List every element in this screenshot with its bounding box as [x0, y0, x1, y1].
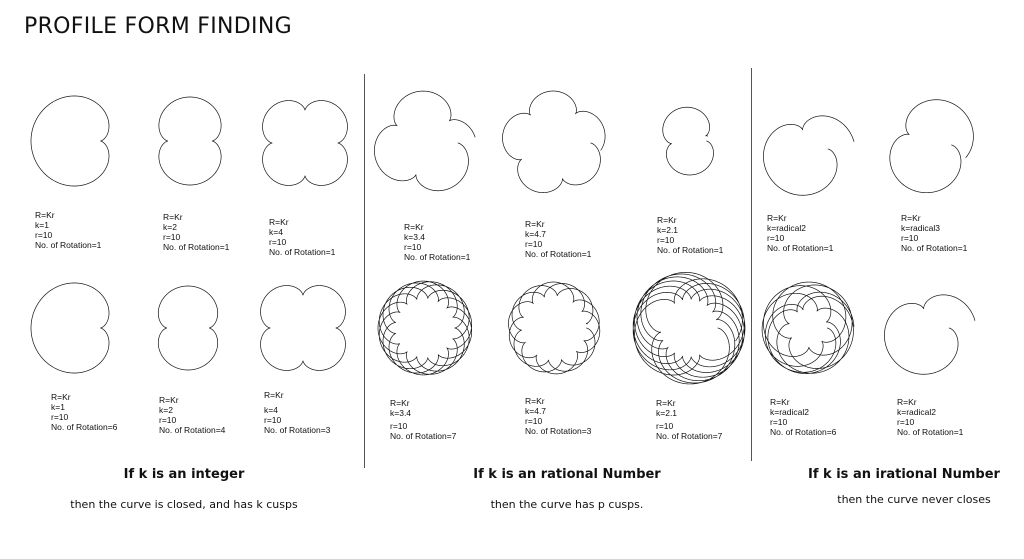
params-k2-rot4: R=Kr k=2 r=10 No. of Rotation=4 — [159, 395, 226, 435]
params-radical3-rot1: R=Kr k=radical3 r=10 No. of Rotation=1 — [901, 213, 968, 253]
epicycloid-curve-15 — [762, 282, 854, 374]
epicycloid-curve-8 — [890, 100, 974, 193]
epicycloid-curve-7 — [763, 116, 854, 195]
epicycloid-curve-4 — [374, 91, 475, 191]
epicycloid-curve-14 — [633, 272, 745, 384]
caption-irrational: then the curve never closes — [837, 493, 991, 506]
params-k1-rot6: R=Kr k=1 r=10 No. of Rotation=6 — [51, 392, 118, 432]
params-radical2-rot6: R=Kr k=radical2 r=10 No. of Rotation=6 — [770, 397, 837, 437]
epicycloid-curve-5 — [503, 91, 606, 193]
params-k4.7-rot3: R=Kr k=4.7 r=10 No. of Rotation=3 — [525, 396, 592, 436]
epicycloid-curve-9 — [31, 283, 109, 373]
caption-integer: then the curve is closed, and has k cusps — [70, 498, 298, 511]
params-k3.4-rot1: R=Kr k=3.4 r=10 No. of Rotation=1 — [404, 222, 471, 262]
epicycloid-curve-2 — [159, 97, 221, 185]
epicycloid-curve-1 — [31, 96, 109, 186]
params-k1-rot1: R=Kr k=1 r=10 No. of Rotation=1 — [35, 210, 102, 250]
heading-integer: If k is an integer — [123, 467, 245, 482]
epicycloid-curve-10 — [158, 286, 217, 370]
params-k4-rot3: R=Kr k=4 r=10 No. of Rotation=3 — [264, 390, 331, 435]
params-radical2-rot1: R=Kr k=radical2 r=10 No. of Rotation=1 — [767, 213, 834, 253]
epicycloid-curve-6 — [663, 107, 714, 175]
epicycloid-curve-12 — [378, 281, 472, 375]
params-k4.7-rot1: R=Kr k=4.7 r=10 No. of Rotation=1 — [525, 219, 592, 259]
epicycloid-curve-11 — [261, 286, 346, 371]
params-radical2-rot1-b: R=Kr k=radical2 r=10 No. of Rotation=1 — [897, 397, 964, 437]
heading-irrational: If k is an irational Number — [808, 467, 1000, 482]
params-k2.1-rot1: R=Kr k=2.1 r=10 No. of Rotation=1 — [657, 215, 724, 255]
params-k4-rot1: R=Kr k=4 r=10 No. of Rotation=1 — [269, 217, 336, 257]
params-k2.1-rot7: R=Kr k=2.1 r=10 No. of Rotation=7 — [656, 398, 723, 441]
caption-rational: then the curve has p cusps. — [490, 498, 644, 511]
page-title: PROFILE FORM FINDING — [24, 14, 292, 39]
epicycloid-curve-3 — [263, 101, 348, 186]
epicycloid-curve-13 — [508, 282, 599, 374]
epicycloid-curve-16 — [884, 295, 975, 374]
params-k2-rot1: R=Kr k=2 r=10 No. of Rotation=1 — [163, 212, 230, 252]
heading-rational: If k is an rational Number — [473, 467, 661, 482]
params-k3.4-rot7: R=Kr k=3.4 r=10 No. of Rotation=7 — [390, 398, 457, 441]
